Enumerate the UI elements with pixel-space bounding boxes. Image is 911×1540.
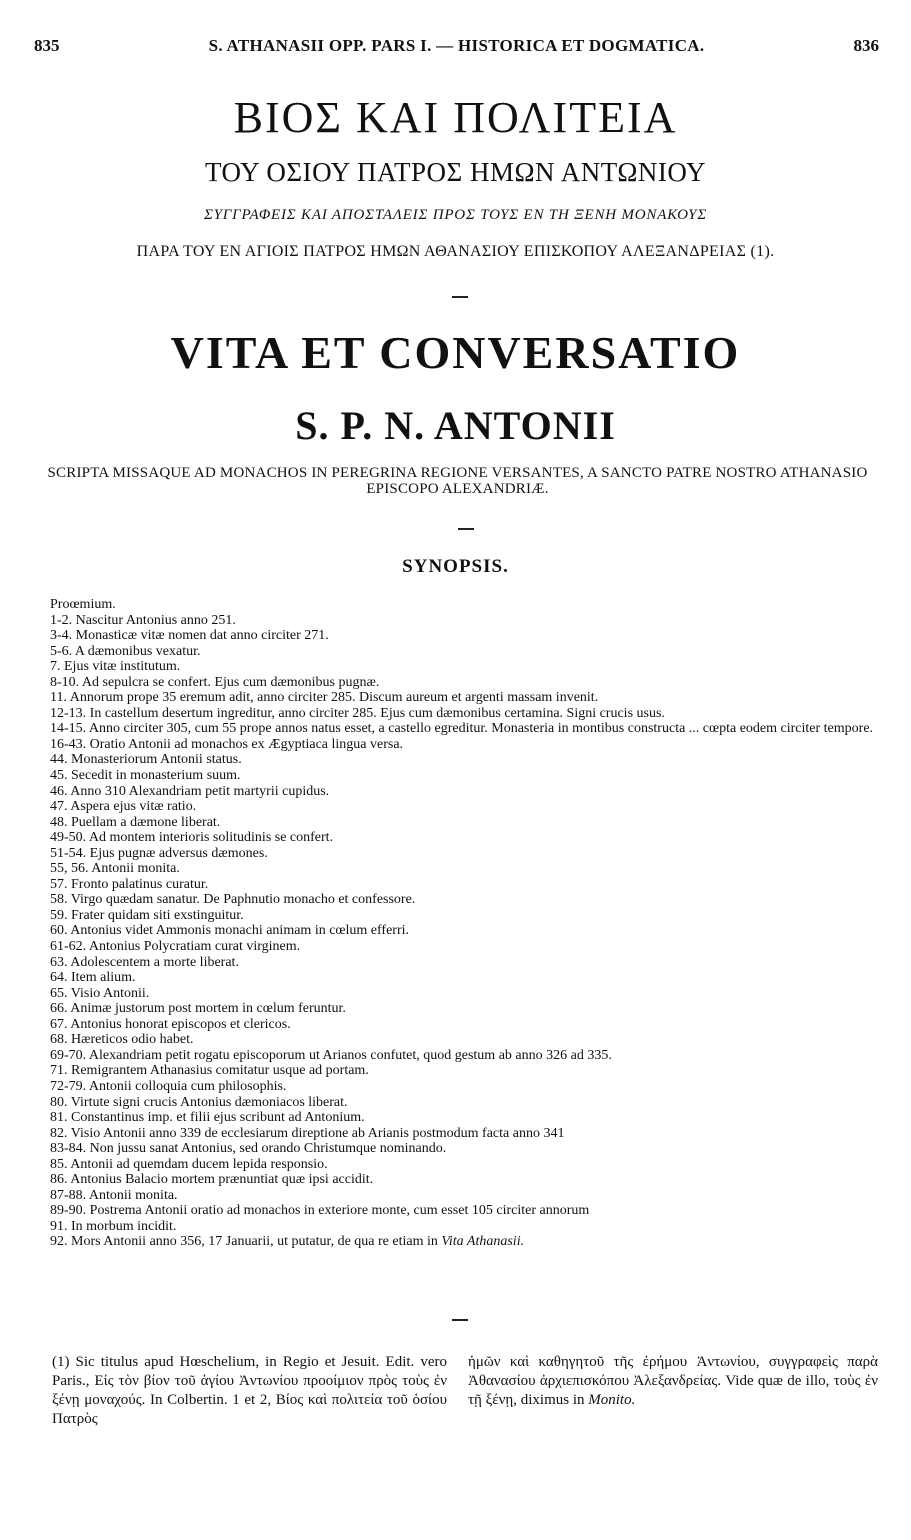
synopsis-item-text: 55, 56. Antonii monita. bbox=[50, 861, 180, 877]
synopsis-item bbox=[50, 1110, 881, 1126]
synopsis-item-text: 72-79. Antonii colloquia cum philosophis. bbox=[50, 1078, 287, 1094]
latin-title: VITA ET CONVERSATIO bbox=[170, 327, 741, 378]
synopsis-item bbox=[50, 815, 881, 831]
synopsis-item-text: 12-13. In castellum desertum ingreditur, anno circiter 285. Ejus cum dæmonibus certamina. Signi crucis usus. bbox=[50, 705, 665, 721]
synopsis-item bbox=[50, 861, 881, 877]
synopsis-item bbox=[50, 1141, 881, 1157]
synopsis-item-text: 8-10. Ad sepulcra se confert. Ejus cum dæmonibus pugnæ. bbox=[50, 674, 380, 690]
synopsis-item bbox=[50, 1203, 881, 1219]
synopsis-item bbox=[50, 799, 881, 815]
synopsis-item bbox=[50, 877, 881, 893]
greek-title: ΒΙΟΣ ΚΑΙ ΠΟΛΙΤΕΙΑ bbox=[233, 93, 678, 142]
synopsis-item bbox=[50, 1063, 881, 1079]
synopsis-item-text: 49-50. Ad montem interioris solitudinis se confert. bbox=[50, 830, 334, 846]
synopsis-item-text: 71. Remigrantem Athanasius comitatur usque ad portam. bbox=[50, 1063, 369, 1079]
running-title: S. ATHANASII OPP. PARS I. — HISTORICA ET DOGMATICA. bbox=[208, 36, 705, 55]
synopsis-item bbox=[50, 737, 881, 753]
synopsis-item bbox=[50, 1079, 881, 1095]
synopsis-item-text: 66. Animæ justorum post mortem in cœlum feruntur. bbox=[50, 1001, 346, 1017]
greek-subtitle-2: ΣΥΓΓΡΑΦΕΙΣ ΚΑΙ ΑΠΟΣΤΑΛΕΙΣ ΠΡΟΣ ΤΟΥΣ ΕΝ ΤΗ ΞΕΝΗ ΜΟΝΑΚΟΥΣ bbox=[203, 207, 708, 223]
latin-description: SCRIPTA MISSAQUE AD MONACHOS IN PEREGRINA REGIONE VERSANTES, A SANCTO PATRE NOSTRO ATHANASIO EPISCOPO ALEXANDRIÆ. bbox=[47, 465, 868, 497]
synopsis-item bbox=[50, 1048, 881, 1064]
synopsis-item-text: 44. Monasteriorum Antonii status. bbox=[50, 752, 242, 768]
synopsis-item bbox=[50, 721, 881, 737]
synopsis-item bbox=[50, 986, 881, 1002]
footnote-left-column bbox=[52, 1353, 447, 1429]
footnote-text: ἡμῶν καὶ καθηγητοῦ τῆς ἐρήμου Ἀντωνίου, συγγραφεὶς παρὰ Ἀθανασίου ἀρχιεπισκόπου Ἀλεξανδρείας. Vide quæ de illo, τοὺς ἐν τῇ ξένῃ, diximus in bbox=[468, 1354, 878, 1408]
page-number-right: 836 bbox=[853, 36, 879, 55]
running-header bbox=[34, 36, 879, 58]
synopsis-item-text: 92. Mors Antonii anno 356, 17 Januarii, ut putatur, de qua re etiam in bbox=[50, 1234, 438, 1250]
synopsis-item bbox=[50, 1032, 881, 1048]
synopsis-item bbox=[50, 939, 881, 955]
synopsis-item-text: 51-54. Ejus pugnæ adversus dæmones. bbox=[50, 845, 268, 861]
synopsis-item-text: 14-15. Anno circiter 305, cum 55 prope annos natus esset, a castello egreditur. Monasteria in montibus constructa ... cœpta eodem circiter tempore. bbox=[50, 721, 874, 737]
synopsis-item bbox=[50, 1219, 881, 1235]
divider bbox=[452, 296, 468, 298]
synopsis-item-text: 63. Adolescentem a morte liberat. bbox=[50, 954, 239, 970]
greek-subtitle: ΤΟΥ ΟΣΙΟΥ ΠΑΤΡΟΣ ΗΜΩΝ ΑΝΤΩΝΙΟΥ bbox=[204, 157, 707, 187]
synopsis-item bbox=[50, 690, 881, 706]
synopsis-item bbox=[50, 1157, 881, 1173]
synopsis-item-text: 3-4. Monasticæ vitæ nomen dat anno circiter 271. bbox=[50, 628, 329, 644]
synopsis-item-text: 89-90. Postrema Antonii oratio ad monachos in exteriore monte, cum esset 105 circiter annorum bbox=[50, 1203, 590, 1219]
synopsis-item bbox=[50, 784, 881, 800]
synopsis-item-text: 7. Ejus vitæ institutum. bbox=[50, 659, 181, 675]
synopsis-item bbox=[50, 659, 881, 675]
synopsis-item-text: 65. Visio Antonii. bbox=[50, 985, 150, 1001]
synopsis-item-text: 5-6. A dæmonibus vexatur. bbox=[50, 643, 201, 659]
synopsis-item-text: 60. Antonius videt Ammonis monachi animam in cœlum efferri. bbox=[50, 923, 410, 939]
synopsis-item-text: 61-62. Antonius Polycratiam curat virginem. bbox=[50, 939, 301, 955]
synopsis-item bbox=[50, 752, 881, 768]
synopsis-heading: SYNOPSIS. bbox=[402, 556, 509, 577]
synopsis-item bbox=[50, 1017, 881, 1033]
synopsis-item bbox=[50, 706, 881, 722]
synopsis-item-text: 48. Puellam a dæmone liberat. bbox=[50, 814, 221, 830]
synopsis-item bbox=[50, 1188, 881, 1204]
synopsis-item-text: 16-43. Oratio Antonii ad monachos ex Ægyptiaca lingua versa. bbox=[50, 736, 404, 752]
synopsis-item bbox=[50, 970, 881, 986]
synopsis-item bbox=[50, 1234, 881, 1250]
synopsis-item-text: 82. Visio Antonii anno 339 de ecclesiarum direptione ab Arianis postmodum facta anno 341 bbox=[50, 1125, 565, 1141]
synopsis-item bbox=[50, 892, 881, 908]
synopsis-item bbox=[50, 597, 881, 613]
synopsis-item-text: 80. Virtute signi crucis Antonius dæmoniacos liberat. bbox=[50, 1094, 348, 1110]
synopsis-item-italic: Vita Athanasii. bbox=[437, 1234, 525, 1250]
synopsis-item bbox=[50, 613, 881, 629]
footnote-right-column bbox=[468, 1353, 878, 1410]
footnote-italic: Monito. bbox=[588, 1392, 636, 1408]
synopsis-item-text: 81. Constantinus imp. et filii ejus scribunt ad Antonium. bbox=[50, 1110, 365, 1126]
synopsis-item bbox=[50, 644, 881, 660]
synopsis-item-text: 11. Annorum prope 35 eremum adit, anno circiter 285. Discum aureum et argenti massam invenit. bbox=[50, 690, 599, 706]
synopsis-item bbox=[50, 923, 881, 939]
synopsis-item-text: 47. Aspera ejus vitæ ratio. bbox=[50, 799, 197, 815]
synopsis-item bbox=[50, 628, 881, 644]
greek-subtitle-3: ΠΑΡΑ ΤΟΥ ΕΝ ΑΓΙΟΙΣ ΠΑΤΡΟΣ ΗΜΩΝ ΑΘΑΝΑΣΙΟΥ ΕΠΙΣΚΟΠΟΥ ΑΛΕΞΑΝΔΡΕΙΑΣ (1). bbox=[136, 243, 775, 260]
synopsis-item-text: 87-88. Antonii monita. bbox=[50, 1187, 178, 1203]
page-number-left: 835 bbox=[34, 36, 60, 55]
synopsis-item-text: 45. Secedit in monasterium suum. bbox=[50, 768, 241, 784]
synopsis-item-text: 68. Hæreticos odio habet. bbox=[50, 1032, 194, 1048]
synopsis-item-text: Proœmium. bbox=[50, 597, 116, 612]
synopsis-item-text: 59. Frater quidam siti exstinguitur. bbox=[50, 907, 244, 923]
synopsis-item bbox=[50, 1095, 881, 1111]
divider bbox=[452, 1319, 468, 1321]
synopsis-item-text: 58. Virgo quædam sanatur. De Paphnutio monacho et confessore. bbox=[50, 892, 416, 908]
synopsis-item bbox=[50, 1001, 881, 1017]
synopsis-item-text: 64. Item alium. bbox=[50, 970, 136, 986]
synopsis-item bbox=[50, 675, 881, 691]
synopsis-item bbox=[50, 768, 881, 784]
footnote-text: (1) Sic titulus apud Hœschelium, in Regio et Jesuit. Edit. vero Paris., Εἰς τὸν βίον τοῦ ἁγίου Ἀντωνίου προοίμιον πρὸς τοὺς ἐν ξένῃ μοναχούς. In Colbertin. 1 et 2, Βίος καὶ πολιτεία τοῦ ὁσίου Πατρὸς bbox=[52, 1354, 447, 1427]
synopsis-item bbox=[50, 908, 881, 924]
synopsis-list bbox=[50, 597, 881, 1250]
synopsis-item-text: 57. Fronto palatinus curatur. bbox=[50, 876, 209, 892]
synopsis-item-text: 86. Antonius Balacio mortem prænuntiat quæ ipsi accidit. bbox=[50, 1172, 374, 1188]
synopsis-item-text: 85. Antonii ad quemdam ducem lepida responsio. bbox=[50, 1156, 328, 1172]
synopsis-item bbox=[50, 955, 881, 971]
synopsis-item bbox=[50, 846, 881, 862]
synopsis-item bbox=[50, 1172, 881, 1188]
synopsis-item-text: 91. In morbum incidit. bbox=[50, 1218, 177, 1234]
synopsis-item-text: 1-2. Nascitur Antonius anno 251. bbox=[50, 612, 236, 628]
divider bbox=[458, 528, 474, 530]
synopsis-item-text: 69-70. Alexandriam petit rogatu episcoporum ut Arianos confutet, quod gestum ab anno 326 ad 335. bbox=[50, 1047, 612, 1063]
synopsis-item bbox=[50, 1126, 881, 1142]
latin-subtitle: S. P. N. ANTONII bbox=[295, 403, 616, 448]
synopsis-item-text: 46. Anno 310 Alexandriam petit martyrii cupidus. bbox=[50, 783, 330, 799]
synopsis-item-text: 83-84. Non jussu sanat Antonius, sed orando Christumque nominando. bbox=[50, 1141, 447, 1157]
synopsis-item-text: 67. Antonius honorat episcopos et clericos. bbox=[50, 1016, 291, 1032]
synopsis-item bbox=[50, 830, 881, 846]
